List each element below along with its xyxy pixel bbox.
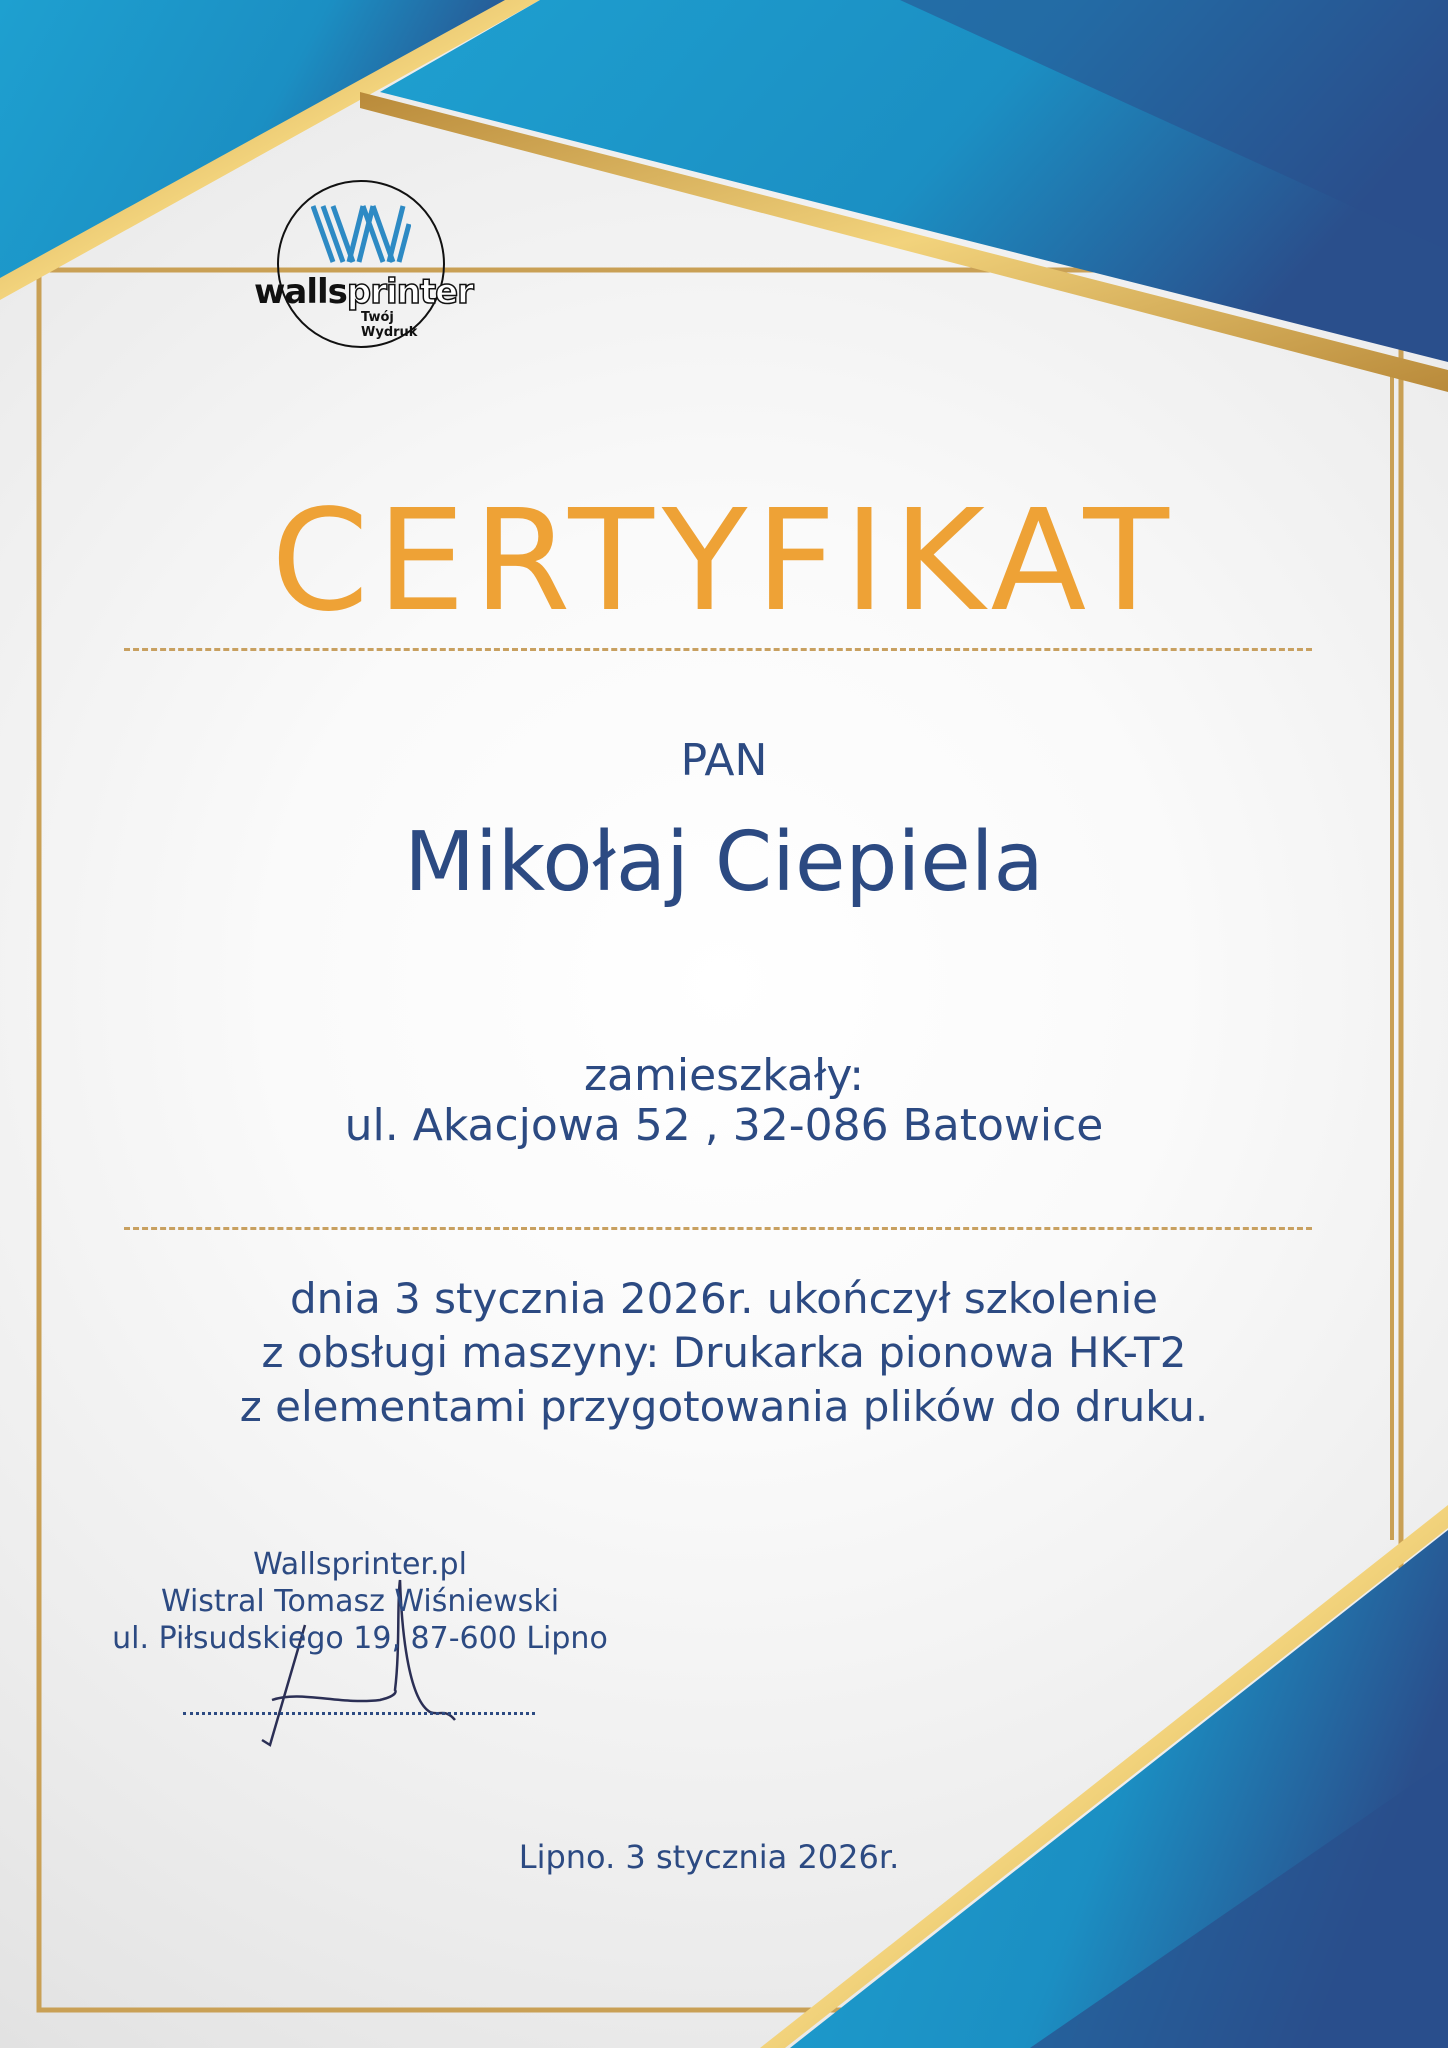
issuer-company: Wistral Tomasz Wiśniewski: [160, 1584, 560, 1619]
divider: [124, 648, 1312, 651]
place-date: Lipno. 3 stycznia 2026r.: [518, 1838, 900, 1876]
signature-line: [183, 1712, 535, 1715]
recipient-address: ul. Akacjowa 52 , 32-086 Batowice: [344, 1100, 1104, 1151]
company-logo: [254, 180, 473, 348]
body-line: z elementami przygotowania plików do druku.: [239, 1382, 1209, 1431]
issuer-block: [110, 1546, 610, 1657]
recipient-name: Mikołaj Ciepiela: [404, 815, 1044, 910]
residence-label: zamieszkały:: [583, 1050, 865, 1101]
body-line: dnia 3 stycznia 2026r. ukończył szkolenie: [290, 1274, 1158, 1323]
logo-tagline: Twój Wydruk: [361, 310, 418, 340]
certificate-title: CERTYFIKAT: [271, 480, 1177, 643]
issuer-website: Wallsprinter.pl: [253, 1547, 467, 1582]
salutation: PAN: [680, 735, 768, 786]
divider: [124, 1227, 1312, 1230]
logo-wordmark: wallsprinter: [254, 272, 473, 312]
issuer-address: ul. Piłsudskiego 19, 87-600 Lipno: [112, 1621, 608, 1656]
body-line: z obsługi maszyny: Drukarka pionowa HK-T2: [261, 1328, 1187, 1377]
w-logo-icon: [311, 204, 411, 264]
